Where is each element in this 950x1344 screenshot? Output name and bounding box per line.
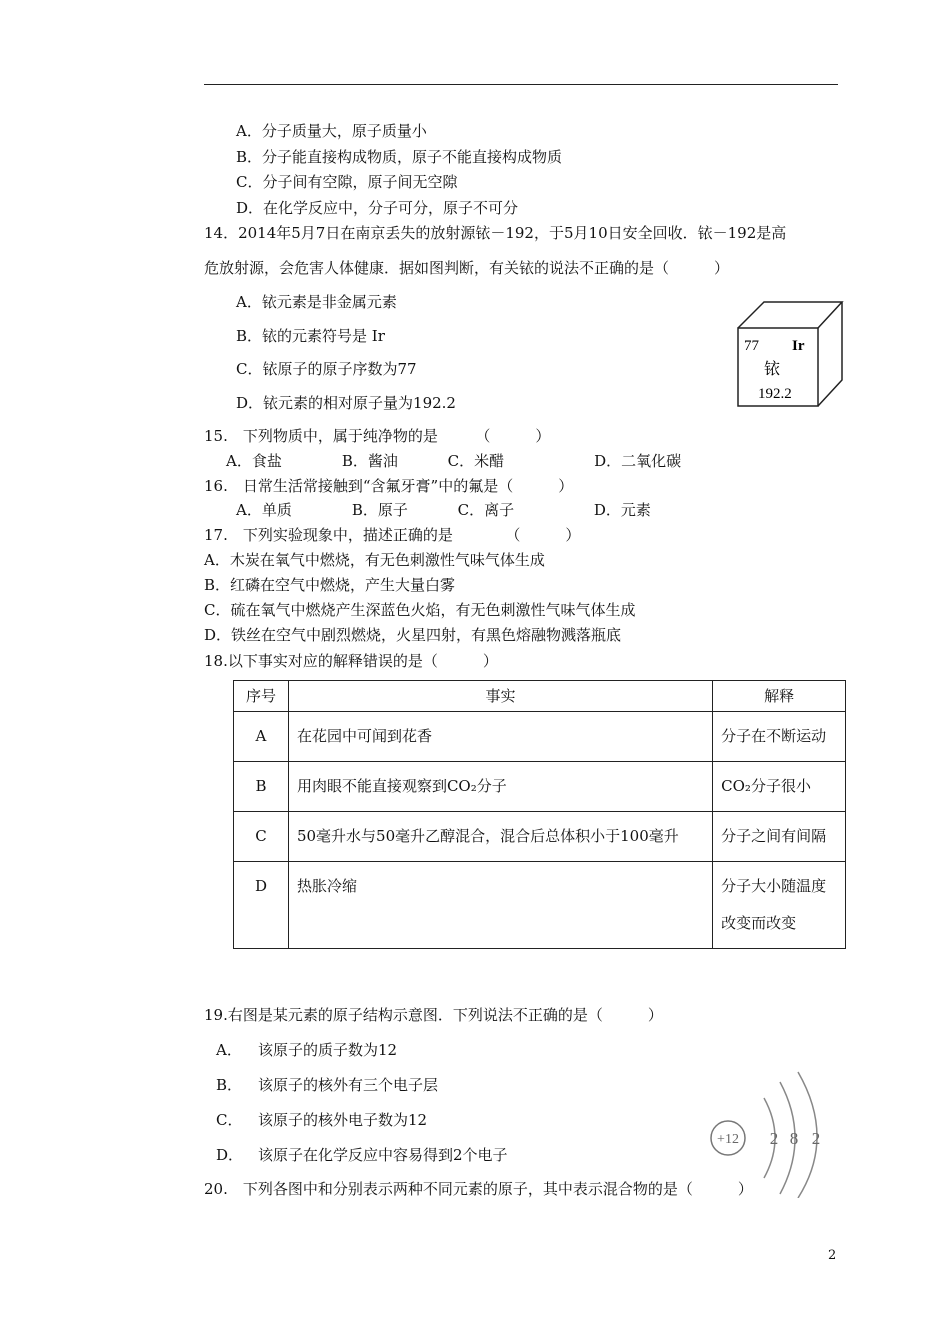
row-id: D (234, 862, 289, 949)
q19-option-b-text: 该原子的核外有三个电子层 (258, 1076, 439, 1094)
q14-stem-line1: 14．2014年5月7日在南京丢失的放射源铱－192，于5月10日安全回收．铱－192是高 (204, 224, 787, 242)
element-name: 铱 (764, 359, 781, 378)
q17-option-d: D．铁丝在空气中剧烈燃烧，火星四射，有黑色熔融物溅落瓶底 (204, 626, 622, 644)
row-explanation: 分子之间有间隔 (713, 812, 846, 862)
q13-option-d: D．在化学反应中，分子可分，原子不可分 (236, 199, 519, 217)
q19-option-d-text: 该原子在化学反应中容易得到2个电子 (258, 1146, 508, 1164)
shell-3-electrons: 2 (811, 1129, 821, 1148)
q16-options: A．单质 B．原子 C．离子 D．元素 (236, 501, 651, 519)
q19-option-c-text: 该原子的核外电子数为12 (258, 1111, 428, 1129)
element-symbol: Ir (792, 338, 805, 354)
q15-stem: 15. 下列物质中，属于纯净物的是 （ ） (204, 427, 551, 445)
header-fact: 事实 (288, 681, 712, 712)
q17-stem: 17. 下列实验现象中，描述正确的是 （ ） (204, 526, 581, 544)
page-number: 2 (828, 1248, 837, 1263)
table-row (234, 712, 846, 762)
table-row (234, 762, 846, 812)
q19-stem: 19.右图是某元素的原子结构示意图．下列说法不正确的是（ ） (204, 1006, 663, 1024)
row-fact: 在花园中可闻到花香 (288, 712, 712, 762)
q19-option-d-label: D． (216, 1146, 244, 1164)
q18-stem: 18.以下事实对应的解释错误的是（ ） (204, 652, 498, 670)
q20-stem: 20. 下列各图中和分别表示两种不同元素的原子，其中表示混合物的是（ ） (204, 1180, 753, 1198)
row-fact: 50毫升水与50毫升乙醇混合，混合后总体积小于100毫升 (288, 812, 712, 862)
row-explanation: CO₂分子很小 (713, 762, 846, 812)
row-id: C (234, 812, 289, 862)
header-rule (204, 84, 838, 85)
nucleus-charge: +12 (717, 1132, 739, 1147)
table-header-row (234, 681, 846, 712)
q19-option-a-label: A． (216, 1041, 242, 1059)
q16-stem: 16. 日常生活常接触到“含氟牙膏”中的氟是（ ） (204, 477, 574, 495)
q19-option-b-label: B． (216, 1076, 243, 1094)
shell-2-electrons: 8 (789, 1129, 799, 1148)
q17-option-b: B．红磷在空气中燃烧，产生大量白雾 (204, 576, 456, 594)
row-id: B (234, 762, 289, 812)
element-atomic-number: 77 (744, 338, 759, 354)
iridium-element-card (736, 300, 848, 410)
q13-option-b: B．分子能直接构成物质，原子不能直接构成物质 (236, 148, 563, 166)
row-fact: 热胀冷缩 (288, 862, 712, 949)
q17-option-c: C．硫在氧气中燃烧产生深蓝色火焰，有无色刺激性气味气体生成 (204, 601, 636, 619)
q14-option-d: D．铱元素的相对原子量为192.2 (236, 394, 456, 412)
q14-option-b: B．铱的元素符号是 Ir (236, 327, 385, 345)
q18-facts-table (233, 680, 846, 949)
q17-option-a: A．木炭在氧气中燃烧，有无色刺激性气味气体生成 (204, 551, 545, 569)
row-explanation: 分子在不断运动 (713, 712, 846, 762)
table-row (234, 812, 846, 862)
row-id: A (234, 712, 289, 762)
element-mass: 192.2 (758, 386, 792, 402)
q13-option-c: C．分子间有空隙，原子间无空隙 (236, 173, 458, 191)
q14-option-c: C．铱原子的原子序数为77 (236, 360, 417, 378)
q14-option-a: A．铱元素是非金属元素 (236, 293, 397, 311)
header-explanation: 解释 (713, 681, 846, 712)
row-explanation: 分子大小随温度改变而改变 (713, 862, 846, 949)
table-row (234, 862, 846, 949)
q13-option-a: A．分子质量大，原子质量小 (236, 122, 427, 140)
row-fact: 用肉眼不能直接观察到CO₂分子 (288, 762, 712, 812)
q15-options: A．食盐 B．酱油 C．米醋 D．二氧化碳 (226, 452, 682, 470)
shell-1-electrons: 2 (769, 1129, 779, 1148)
q19-option-c-label: C． (216, 1111, 243, 1129)
q19-option-a-text: 该原子的质子数为12 (258, 1041, 398, 1059)
q14-stem-line2: 危放射源，会危害人体健康．据如图判断，有关铱的说法不正确的是（ ） (204, 259, 730, 277)
header-id: 序号 (234, 681, 289, 712)
